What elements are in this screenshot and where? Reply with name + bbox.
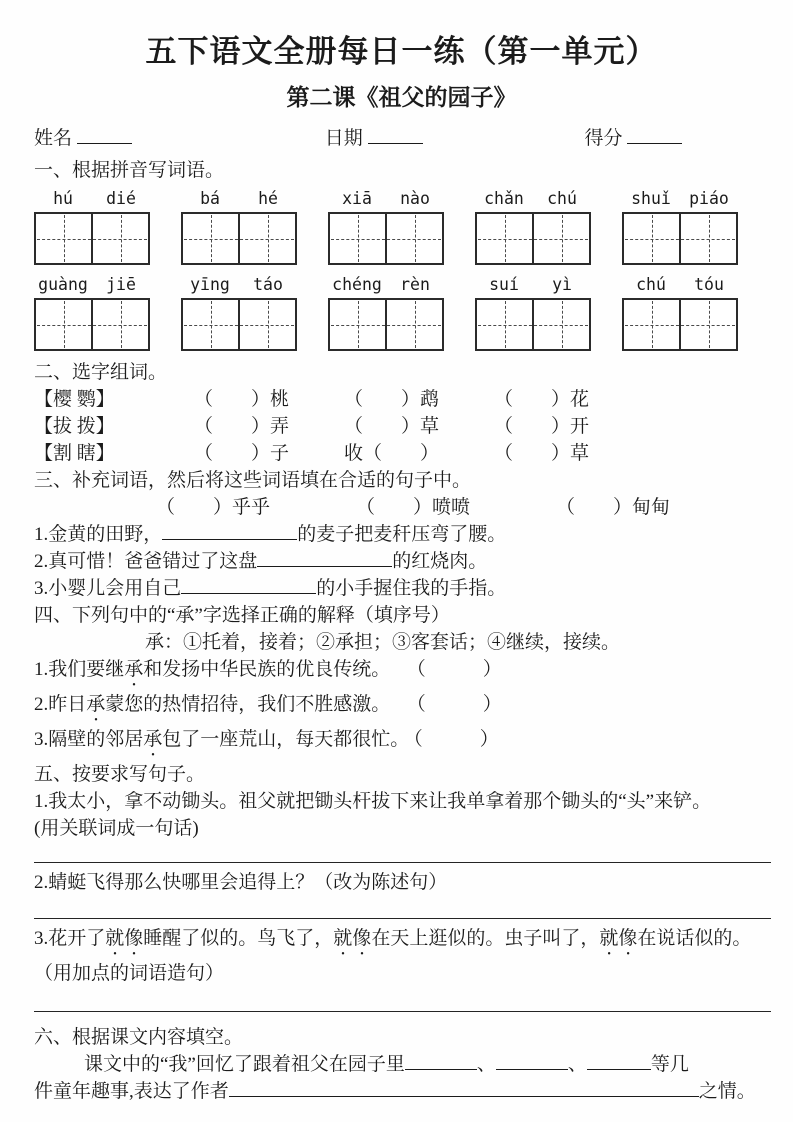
writing-cell bbox=[624, 300, 679, 349]
fill-sentence bbox=[34, 575, 769, 602]
emphasized-word: 就像 bbox=[333, 928, 372, 950]
pinyin-syllable: hé bbox=[258, 189, 278, 209]
fill-word: （ ）喷喷 bbox=[356, 497, 471, 519]
sentence-text: 3.花开了 bbox=[34, 928, 106, 950]
name-blank bbox=[77, 126, 132, 144]
list-separator: 、 bbox=[567, 1054, 587, 1076]
answer-paren: （ ） bbox=[416, 659, 502, 681]
answer-paren: （ ） bbox=[413, 729, 499, 751]
sentence-blank bbox=[496, 1052, 568, 1070]
sentence-blank bbox=[587, 1052, 651, 1070]
emphasized-char: 承 bbox=[124, 659, 144, 681]
section-3-heading: 三、补充词语，然后将这些词语填在合适的句子中。 bbox=[34, 470, 472, 492]
pinyin-syllable: yì bbox=[552, 275, 572, 295]
writing-cell bbox=[330, 300, 385, 349]
pinyin-wordbox bbox=[475, 274, 591, 351]
pinyin-syllable: chéng bbox=[332, 275, 382, 295]
pinyin-wordbox bbox=[475, 188, 591, 265]
char-choice-row bbox=[34, 386, 769, 413]
writing-cell bbox=[183, 300, 238, 349]
fill-sentence bbox=[34, 521, 769, 548]
date-label: 日期 bbox=[324, 128, 363, 150]
choice-sentence bbox=[34, 656, 769, 691]
section-4-heading: 四、下列句中的“承”字选择正确的解释（填序号） bbox=[34, 605, 450, 627]
writing-cell bbox=[238, 214, 295, 263]
pinyin-syllable: chǎn bbox=[484, 189, 524, 209]
sentence-text: 等几 bbox=[650, 1054, 689, 1076]
page-title: 五下语文全册每日一练（第一单元） bbox=[145, 34, 658, 69]
fill-word: （ ）甸甸 bbox=[556, 497, 671, 519]
pinyin-wordbox bbox=[34, 274, 150, 351]
definition-line: 承：①托着，接着；②承担；③客套话；④继续，接续。 bbox=[145, 632, 621, 654]
pinyin-syllable: suí bbox=[489, 275, 519, 295]
pinyin-syllable: piáo bbox=[689, 189, 729, 209]
sentence-text: 的小手握住我的手指。 bbox=[316, 578, 507, 600]
pinyin-syllable: chú bbox=[636, 275, 666, 295]
writing-cell bbox=[477, 214, 532, 263]
word-blank: （ ）草 bbox=[344, 416, 440, 438]
score-field bbox=[585, 126, 683, 150]
pinyin-wordbox bbox=[34, 188, 150, 265]
section-1-heading: 一、根据拼音写词语。 bbox=[34, 160, 225, 182]
sentence-text: 和发扬中华民族的优良传统。 bbox=[143, 659, 391, 681]
pinyin-wordbox bbox=[181, 274, 297, 351]
writing-cell bbox=[91, 214, 148, 263]
list-separator: 、 bbox=[476, 1054, 496, 1076]
sentence-blank bbox=[181, 576, 316, 594]
pinyin-syllable: xiā bbox=[342, 189, 372, 209]
writing-cell bbox=[679, 300, 736, 349]
sentence-text: 件童年趣事,表达了作者 bbox=[34, 1081, 229, 1103]
score-blank bbox=[627, 126, 682, 144]
writing-grid bbox=[34, 212, 150, 265]
sentence-text: 2.真可惜！爸爸错过了这盘 bbox=[34, 551, 258, 573]
emphasized-char: 承 bbox=[86, 694, 106, 716]
pinyin-wordbox bbox=[328, 188, 444, 265]
sentence-text: 课文中的“我”回忆了跟着祖父在园子里 bbox=[84, 1054, 405, 1076]
date-field bbox=[325, 126, 423, 150]
writing-cell bbox=[532, 214, 589, 263]
pinyin-row-2 bbox=[34, 274, 769, 351]
meta-row bbox=[34, 126, 769, 150]
writing-grid bbox=[622, 298, 738, 351]
sentence-text: 3.隔壁的邻居 bbox=[34, 729, 144, 751]
rewrite-question-3 bbox=[34, 925, 769, 987]
writing-grid bbox=[328, 212, 444, 265]
pinyin-syllable: hú bbox=[53, 189, 73, 209]
name-label: 姓名 bbox=[34, 128, 73, 150]
pinyin-syllable: yīng bbox=[190, 275, 230, 295]
writing-cell bbox=[624, 214, 679, 263]
name-field bbox=[34, 126, 132, 150]
date-blank bbox=[368, 126, 423, 144]
word-blank: （ ）鹉 bbox=[344, 389, 440, 411]
fill-word-row bbox=[34, 494, 769, 521]
pinyin-syllable: tóu bbox=[694, 275, 724, 295]
char-choice-row bbox=[34, 440, 769, 467]
writing-cell bbox=[385, 300, 442, 349]
emphasized-word: 就像 bbox=[599, 928, 638, 950]
choice-sentence bbox=[34, 691, 769, 726]
writing-grid bbox=[34, 298, 150, 351]
answer-line bbox=[34, 918, 771, 919]
sentence-blank bbox=[229, 1079, 699, 1097]
score-label: 得分 bbox=[584, 128, 623, 150]
word-blank: （ ）子 bbox=[194, 443, 290, 465]
char-pair-label: 【割 瞎】 bbox=[34, 443, 115, 465]
writing-cell bbox=[36, 214, 91, 263]
sentence-text: 之情。 bbox=[698, 1081, 756, 1103]
fill-sentence bbox=[34, 548, 769, 575]
writing-cell bbox=[679, 214, 736, 263]
word-blank: （ ）草 bbox=[494, 443, 590, 465]
pinyin-wordbox bbox=[328, 274, 444, 351]
rewrite-question-1: 1.我太小，拿不动锄头。祖父就把锄头杆拔下来让我单拿着那个锄头的“头”来铲。 bbox=[34, 791, 712, 813]
sentence-text: 在说话似的。（用加点的词语造句） bbox=[34, 928, 752, 985]
sentence-blank bbox=[405, 1052, 477, 1070]
pinyin-syllable: jiē bbox=[106, 275, 136, 295]
pinyin-wordbox bbox=[622, 274, 738, 351]
emphasized-word: 就像 bbox=[105, 928, 144, 950]
section-5-heading: 五、按要求写句子。 bbox=[34, 764, 206, 786]
writing-grid bbox=[475, 298, 591, 351]
writing-cell bbox=[330, 214, 385, 263]
sentence-text: 的麦子把麦秆压弯了腰。 bbox=[297, 524, 507, 546]
writing-cell bbox=[477, 300, 532, 349]
pinyin-row-1 bbox=[34, 188, 769, 265]
rewrite-question-2: 2.蜻蜓飞得那么快哪里会追得上？（改为陈述句） bbox=[34, 872, 448, 894]
fill-word: （ ）乎乎 bbox=[156, 497, 271, 519]
section-2-heading: 二、选字组词。 bbox=[34, 362, 168, 384]
sentence-text: 2.昨日 bbox=[34, 694, 87, 716]
word-blank: （ ）弄 bbox=[194, 416, 290, 438]
sentence-text: 1.我们要继 bbox=[34, 659, 125, 681]
sentence-blank bbox=[257, 549, 392, 567]
pinyin-syllable: bá bbox=[200, 189, 220, 209]
writing-cell bbox=[183, 214, 238, 263]
char-pair-label: 【樱 鹦】 bbox=[34, 389, 115, 411]
sentence-blank bbox=[162, 522, 297, 540]
char-pair-label: 【拔 拨】 bbox=[34, 416, 115, 438]
sentence-text: 的红烧肉。 bbox=[392, 551, 488, 573]
sentence-text: 1.金黄的田野， bbox=[34, 524, 163, 546]
writing-cell bbox=[36, 300, 91, 349]
pinyin-wordbox bbox=[181, 188, 297, 265]
emphasized-char: 承 bbox=[143, 729, 163, 751]
writing-cell bbox=[238, 300, 295, 349]
pinyin-syllable: nào bbox=[400, 189, 430, 209]
answer-line bbox=[34, 1011, 771, 1012]
sentence-text: 包了一座荒山，每天都很忙。 bbox=[162, 729, 410, 751]
pinyin-syllable: rèn bbox=[400, 275, 430, 295]
word-blank: （ ）开 bbox=[494, 416, 590, 438]
writing-grid bbox=[181, 212, 297, 265]
pinyin-syllable: chú bbox=[547, 189, 577, 209]
pinyin-syllable: táo bbox=[253, 275, 283, 295]
section-6-heading: 六、根据课文内容填空。 bbox=[34, 1027, 244, 1049]
sentence-text: 蒙您的热情招待，我们不胜感激。 bbox=[105, 694, 391, 716]
recall-fill-paragraph bbox=[34, 1051, 769, 1105]
pinyin-syllable: shuǐ bbox=[631, 189, 671, 209]
answer-line bbox=[34, 862, 771, 863]
writing-grid bbox=[181, 298, 297, 351]
writing-grid bbox=[475, 212, 591, 265]
choice-sentence bbox=[34, 726, 769, 761]
writing-cell bbox=[532, 300, 589, 349]
writing-grid bbox=[328, 298, 444, 351]
answer-paren: （ ） bbox=[416, 694, 502, 716]
writing-cell bbox=[91, 300, 148, 349]
rewrite-question-1-hint: (用关联词成一句话) bbox=[34, 818, 199, 840]
writing-cell bbox=[385, 214, 442, 263]
char-choice-row bbox=[34, 413, 769, 440]
pinyin-syllable: guàng bbox=[38, 275, 88, 295]
pinyin-wordbox bbox=[622, 188, 738, 265]
sentence-text: 睡醒了似的。鸟飞了， bbox=[143, 928, 334, 950]
sentence-text: 3.小婴儿会用自己 bbox=[34, 578, 182, 600]
sentence-text: 在天上逛似的。虫子叫了， bbox=[371, 928, 600, 950]
writing-grid bbox=[622, 212, 738, 265]
word-blank: （ ）桃 bbox=[194, 389, 290, 411]
lesson-subtitle: 第二课《祖父的园子》 bbox=[286, 85, 517, 110]
word-blank: （ ）花 bbox=[494, 389, 590, 411]
word-blank: 收（ ） bbox=[344, 443, 440, 465]
pinyin-syllable: dié bbox=[106, 189, 136, 209]
